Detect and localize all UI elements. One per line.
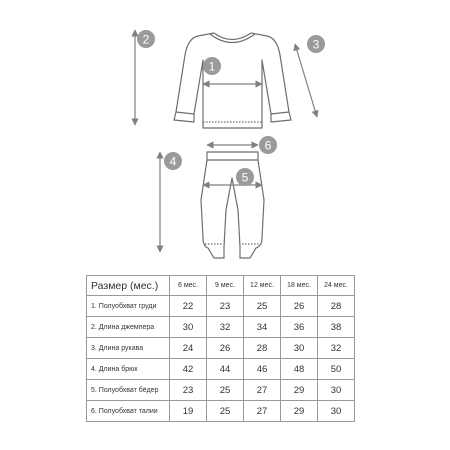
badge-1 [203, 57, 221, 75]
table-cell: 34 [244, 317, 281, 338]
svg-text:2: 2 [142, 32, 150, 47]
svg-text:1: 1 [208, 59, 216, 74]
size-table-header [87, 276, 355, 296]
badge-6 [259, 136, 277, 154]
measure-line-sleeve-length [295, 44, 317, 117]
table-cell: 32 [207, 317, 244, 338]
table-cell: 25 [207, 401, 244, 422]
svg-text:3: 3 [312, 37, 320, 52]
table-cell: 19 [170, 401, 207, 422]
row-label: 1. Полуобхват груди [87, 296, 170, 317]
svg-text:6: 6 [264, 138, 272, 153]
table-row [87, 380, 355, 401]
table-cell: 36 [281, 317, 318, 338]
table-row [87, 338, 355, 359]
table-cell: 30 [318, 401, 355, 422]
table-cell: 50 [318, 359, 355, 380]
table-cell: 30 [170, 317, 207, 338]
badge-5 [236, 168, 254, 186]
header-9m: 9 мес. [207, 276, 244, 296]
svg-text:5: 5 [241, 170, 249, 185]
svg-text:4: 4 [169, 154, 177, 169]
table-cell: 44 [207, 359, 244, 380]
table-cell: 23 [170, 380, 207, 401]
row-label: 5. Полуобхват бёдер [87, 380, 170, 401]
table-cell: 30 [318, 380, 355, 401]
badge-3 [307, 35, 325, 53]
table-cell: 26 [207, 338, 244, 359]
table-row [87, 317, 355, 338]
header-24m: 24 мес. [318, 276, 355, 296]
pants-drawing [201, 152, 264, 258]
table-cell: 46 [244, 359, 281, 380]
table-cell: 32 [318, 338, 355, 359]
row-label: 3. Длина рукава [87, 338, 170, 359]
row-label: 2. Длина джемпера [87, 317, 170, 338]
table-cell: 38 [318, 317, 355, 338]
table-cell: 29 [281, 380, 318, 401]
row-label: 4. Длина брюк [87, 359, 170, 380]
badge-2 [137, 30, 155, 48]
table-cell: 26 [281, 296, 318, 317]
header-size: Размер (мес.) [87, 276, 170, 296]
table-cell: 48 [281, 359, 318, 380]
table-row [87, 401, 355, 422]
table-cell: 28 [318, 296, 355, 317]
size-table [86, 275, 355, 422]
badge-4 [164, 152, 182, 170]
table-cell: 25 [244, 296, 281, 317]
sweater-drawing [174, 33, 291, 128]
table-cell: 25 [207, 380, 244, 401]
table-cell: 29 [281, 401, 318, 422]
header-12m: 12 мес. [244, 276, 281, 296]
table-row [87, 296, 355, 317]
table-cell: 22 [170, 296, 207, 317]
header-6m: 6 мес. [170, 276, 207, 296]
row-label: 6. Полуобхват талии [87, 401, 170, 422]
table-cell: 27 [244, 401, 281, 422]
table-cell: 27 [244, 380, 281, 401]
header-18m: 18 мес. [281, 276, 318, 296]
table-cell: 23 [207, 296, 244, 317]
table-cell: 24 [170, 338, 207, 359]
table-cell: 30 [281, 338, 318, 359]
table-row [87, 359, 355, 380]
table-cell: 28 [244, 338, 281, 359]
table-cell: 42 [170, 359, 207, 380]
